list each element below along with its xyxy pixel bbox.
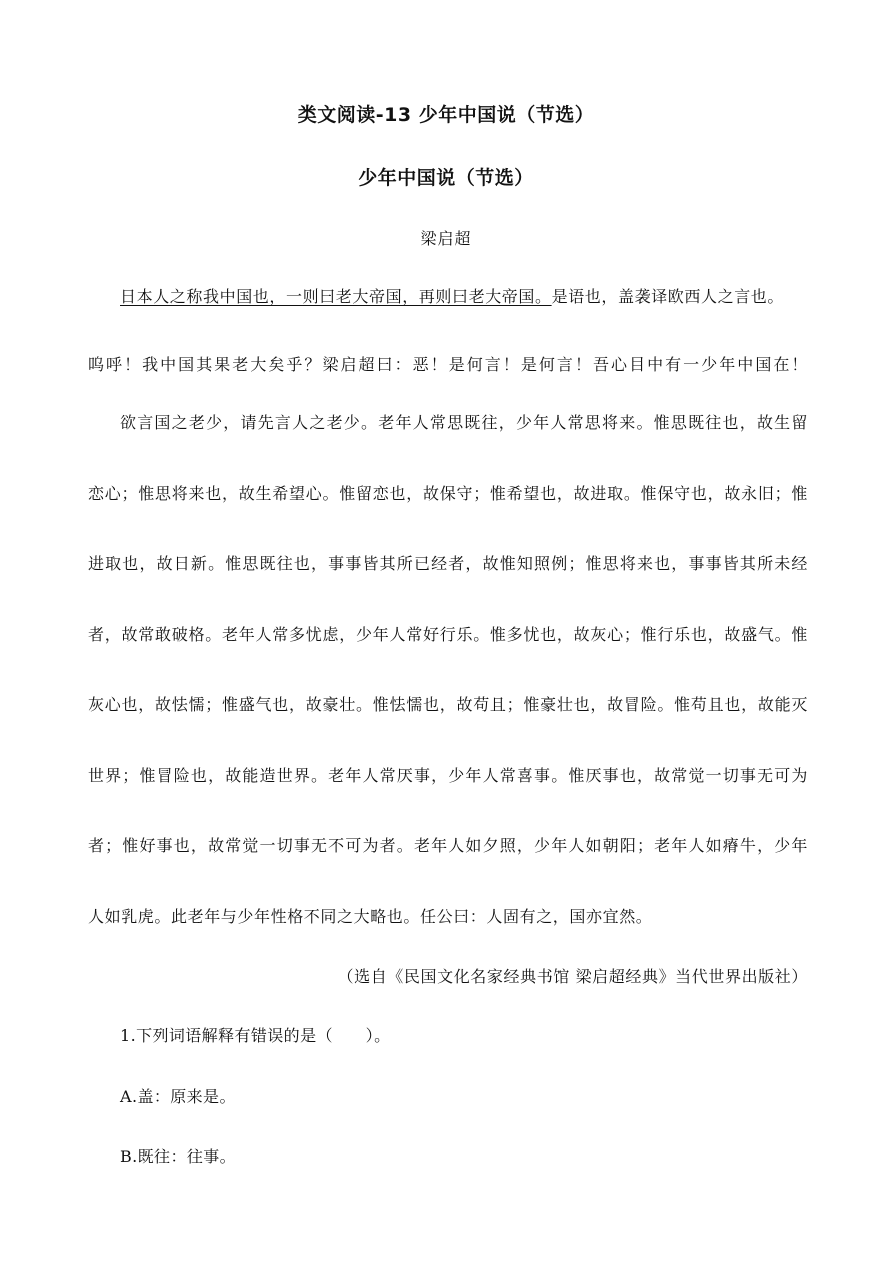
paragraph-2-line: 灰心也，故怯懦；惟盛气也，故豪壮。惟怯懦也，故苟且；惟豪壮也，故冒险。惟苟且也，故能灭 bbox=[88, 695, 808, 714]
underlined-sentence: 日本人之称我中国也，一则曰老大帝国，再则曰老大帝国。 bbox=[120, 287, 552, 306]
paragraph-1-line-1-rest: 是语也，盖袭译欧西人之言也。 bbox=[551, 287, 785, 306]
paragraph-2-line: 人如乳虎。此老年与少年性格不同之大略也。任公曰：人固有之，国亦宜然。 bbox=[88, 907, 653, 926]
paragraph-2-line: 欲言国之老少，请先言人之老少。老年人常思既往，少年人常思将来。惟思既往也，故生留 bbox=[120, 413, 808, 432]
paragraph-2-line: 恋心；惟思将来也，故生希望心。惟留恋也，故保守；惟希望也，故进取。惟保守也，故永旧；惟 bbox=[88, 484, 808, 503]
paragraph-2-line: 者；惟好事也，故常觉一切事无不可为者。老年人如夕照，少年人如朝阳；老年人如瘠牛，少年 bbox=[88, 836, 808, 855]
question-1: 1.下列词语解释有错误的是（ ）。 bbox=[120, 1026, 391, 1045]
passage-title: 少年中国说（节选） bbox=[358, 167, 534, 189]
paragraph-2-line: 者，故常敢破格。老年人常多忧虑，少年人常好行乐。惟多忧也，故灰心；惟行乐也，故盛气。惟 bbox=[88, 625, 808, 644]
paragraph-2-line: 世界；惟冒险也，故能造世界。老年人常厌事，少年人常喜事。惟厌事也，故常觉一切事无可为 bbox=[88, 766, 808, 785]
option-b: B.既往：往事。 bbox=[120, 1147, 237, 1166]
source-citation: （选自《民国文化名家经典书馆 梁启超经典》当代世界出版社） bbox=[337, 967, 808, 986]
option-a: A.盖：原来是。 bbox=[120, 1087, 236, 1106]
paragraph-1-line-2: 呜呼！我中国其果老大矣乎？梁启超曰：恶！是何言！是何言！吾心目中有一少年中国在！ bbox=[88, 355, 808, 374]
paragraph-2-line: 进取也，故日新。惟思既往也，事事皆其所已经者，故惟知照例；惟思将来也，事事皆其所未经 bbox=[88, 554, 808, 573]
paragraph-1-line-1 bbox=[120, 286, 808, 308]
author-name: 梁启超 bbox=[420, 229, 472, 248]
document-title: 类文阅读-13 少年中国说（节选） bbox=[297, 104, 595, 126]
